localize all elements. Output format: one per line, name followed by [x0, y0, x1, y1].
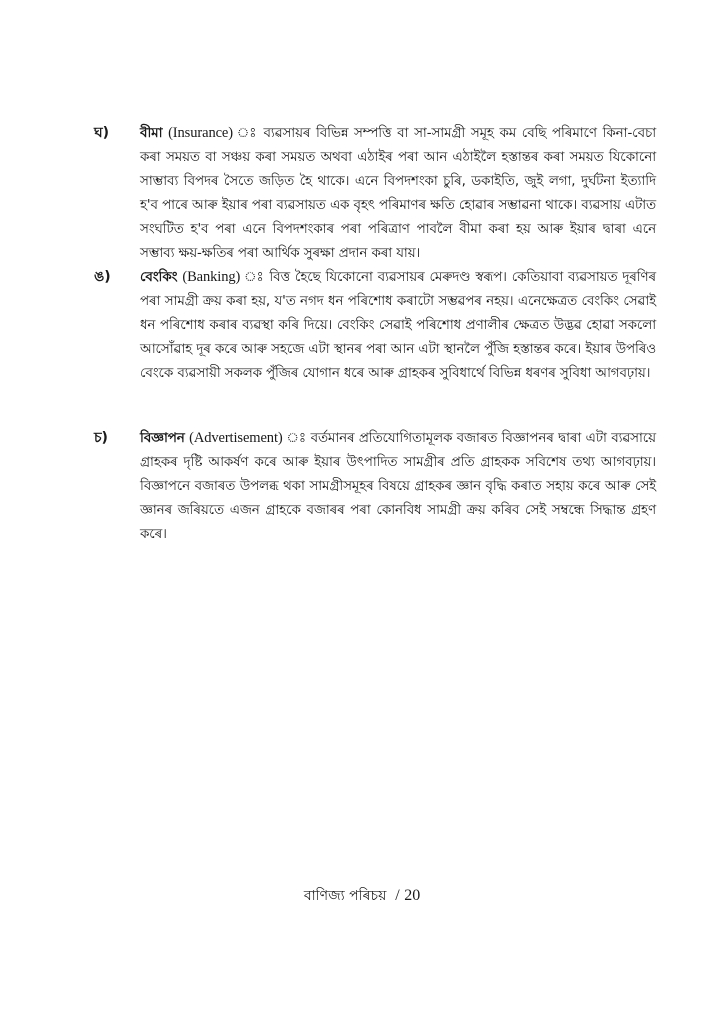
section-body	[140, 265, 656, 386]
section-term-english: (Banking)	[182, 269, 241, 285]
section-term-english: (Advertisement)	[189, 430, 283, 446]
section-text: বিত্ত হৈছে যিকোনো ব্যৱসায়ৰ মেৰুদণ্ড স্বৰূপ। কেতিয়াবা ব্যৱসায়ত দূৰণিৰ পৰা সামগ্ৰী ক্ৰয় কৰা হয়, য'ত নগদ ধন পৰিশোধ কৰাটো সম্ভৱপৰ নহয়। এনেক্ষেত্ৰত বেংকিং সেৱাই ধন পৰিশোধ কৰাৰ ব্যৱস্থা কৰি দিয়ে। বেংকিং সেৱাই পৰিশোধ প্ৰণালীৰ ক্ষেত্ৰত উদ্ভৱ হোৱা সকলো আসোঁৱাহ দূৰ কৰে আৰু সহজে এটা স্থানৰ পৰা আন এটা স্থানলৈ পুঁজি হস্তান্তৰ কৰে। ইয়াৰ উপৰিও বেংকে ব্যৱসায়ী সকলক পুঁজিৰ যোগান ধৰে আৰু গ্ৰাহকৰ সুবিধাৰ্থে বিভিন্ন ধৰণৰ সুবিধা আগবঢ়ায়।	[140, 270, 656, 381]
section-text: বৰ্তমানৰ প্ৰতিযোগিতামূলক বজাৰত বিজ্ঞাপনৰ দ্বাৰা এটা ব্যৱসায়ে গ্ৰাহকৰ দৃষ্টি আকৰ্ষণ কৰে আৰু ইয়াৰ উৎপাদিত সামগ্ৰীৰ প্ৰতি গ্ৰাহকক সবিশেষ তথ্য আগবঢ়ায়। বিজ্ঞাপনে বজাৰত উপলব্ধ থকা সামগ্ৰীসমূহৰ বিষয়ে গ্ৰাহকৰ জ্ঞান বৃদ্ধি কৰাত সহায় কৰে আৰু সেই জ্ঞানৰ জৰিয়তে এজন গ্ৰাহকে বজাৰৰ পৰা কোনবিধ সামগ্ৰী ক্ৰয় কৰিব সেই সম্বন্ধে সিদ্ধান্ত গ্ৰহণ কৰে।	[140, 431, 656, 542]
page-number: 20	[404, 887, 421, 904]
section-term: বীমা	[140, 126, 163, 141]
section-body	[140, 426, 656, 547]
section-marker: চ)	[94, 430, 108, 446]
section-term: বেংকিং	[140, 270, 178, 285]
section-term: বিজ্ঞাপন	[140, 431, 185, 446]
page-footer	[0, 884, 724, 908]
section-marker: ঘ)	[94, 125, 110, 141]
section-body	[140, 121, 656, 266]
section-term-english: (Insurance)	[168, 125, 233, 141]
footer-book-title: বাণিজ্য পৰিচয়	[303, 888, 387, 904]
footer-separator: /	[395, 887, 400, 904]
section-text: ব্যৱসায়ৰ বিভিন্ন সম্পত্তি বা সা-সামগ্ৰী সমূহ কম বেছি পৰিমাণে কিনা-বেচা কৰা সময়ত বা সঞ্চয় কৰা সময়ত অথবা এঠাইৰ পৰা আন এঠাইলৈ হস্তান্তৰ কৰা সময়ত যিকোনো সাম্ভাব্য বিপদৰ সৈতে জড়িত হৈ থাকে। এনে বিপদশংকা চুৰি, ডকাইতি, জুই লগা, দুৰ্ঘটনা ইত্যাদি হ'ব পাৰে আৰু ইয়াৰ পৰা ব্যৱসায়ত এক বৃহৎ পৰিমাণৰ ক্ষতি হোৱাৰ সম্ভাৱনা থাকে। ব্যৱসায় এটাত সংঘটিত হ'ব পৰা এনে বিপদশংকাৰ পৰা পৰিত্ৰাণ পাবলৈ বীমা কৰা হয় আৰু ইয়াৰ দ্বাৰা এনে সম্ভাব্য ক্ষয়-ক্ষতিৰ পৰা আৰ্থিক সুৰক্ষা প্ৰদান কৰা যায়।	[140, 126, 656, 261]
section-marker: ঙ)	[94, 269, 111, 285]
